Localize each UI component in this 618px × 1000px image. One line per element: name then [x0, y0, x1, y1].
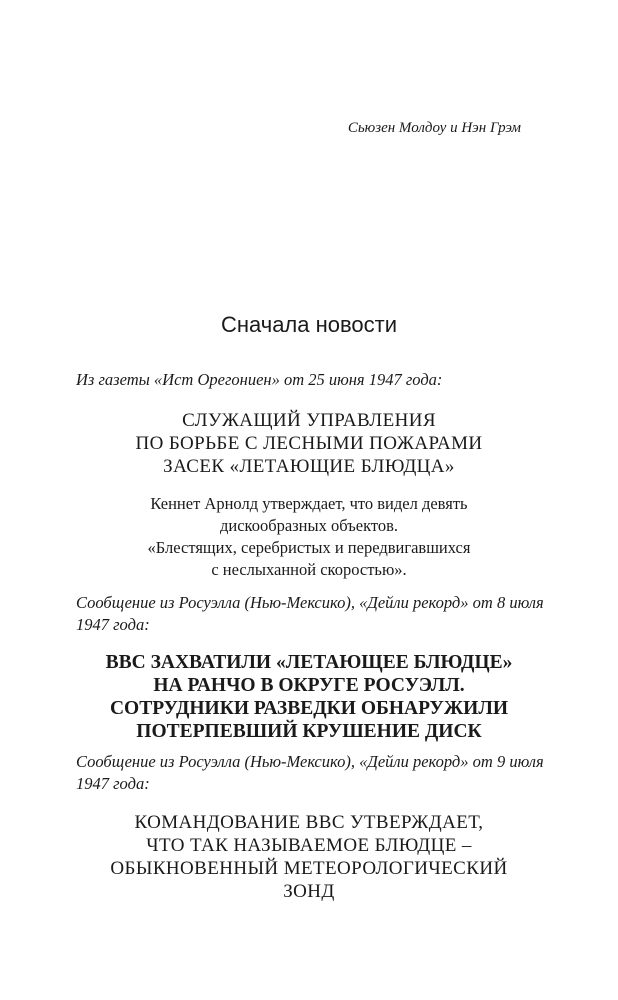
body-line: «Блестящих, серебристых и передвигавшихся: [147, 538, 471, 557]
headline-line: СОТРУДНИКИ РАЗВЕДКИ ОБНАРУЖИЛИ: [109, 698, 509, 719]
news-headline-1: [60, 409, 558, 478]
body-line: с неслыханной скоростью».: [211, 560, 407, 579]
headline-line: ВВС ЗАХВАТИЛИ «ЛЕТАЮЩЕЕ БЛЮДЦЕ»: [105, 652, 513, 673]
body-line: дискообразных объектов.: [219, 516, 399, 535]
headline-line: ОБЫКНОВЕННЫЙ МЕТЕОРОЛОГИЧЕСКИЙ: [110, 858, 508, 879]
news-headline-3: [60, 811, 558, 903]
news-body-1: [60, 493, 558, 581]
headline-line: КОМАНДОВАНИЕ ВВС УТВЕРЖДАЕТ,: [134, 812, 484, 833]
news-source-3: Сообщение из Росуэлла (Нью-Мексико), «Дейли рекорд» от 9 июля 1947 года:: [76, 752, 544, 793]
headline-line: НА РАНЧО В ОКРУГЕ РОСУЭЛЛ.: [153, 675, 465, 696]
news-headline-2: [60, 651, 558, 743]
section-title: Сначала новости: [220, 312, 398, 337]
headline-line: ЧТО ТАК НАЗЫВАЕМОЕ БЛЮДЦЕ –: [146, 835, 472, 856]
headline-line: ЗОНД: [283, 881, 335, 902]
running-head: Сьюзен Молдоу и Нэн Грэм: [347, 120, 521, 136]
headline-line: СЛУЖАЩИЙ УПРАВЛЕНИЯ: [182, 410, 436, 431]
body-line: Кеннет Арнолд утверждает, что видел девять: [150, 494, 468, 513]
news-source-1: Из газеты «Ист Орегониен» от 25 июня 1947 года:: [76, 370, 443, 389]
headline-line: ПО БОРЬБЕ С ЛЕСНЫМИ ПОЖАРАМИ: [135, 433, 483, 454]
headline-line: ПОТЕРПЕВШИЙ КРУШЕНИЕ ДИСК: [136, 721, 482, 742]
headline-line: ЗАСЕК «ЛЕТАЮЩИЕ БЛЮДЦА»: [163, 456, 455, 477]
news-source-2: Сообщение из Росуэлла (Нью-Мексико), «Дейли рекорд» от 8 июля 1947 года:: [76, 593, 544, 634]
